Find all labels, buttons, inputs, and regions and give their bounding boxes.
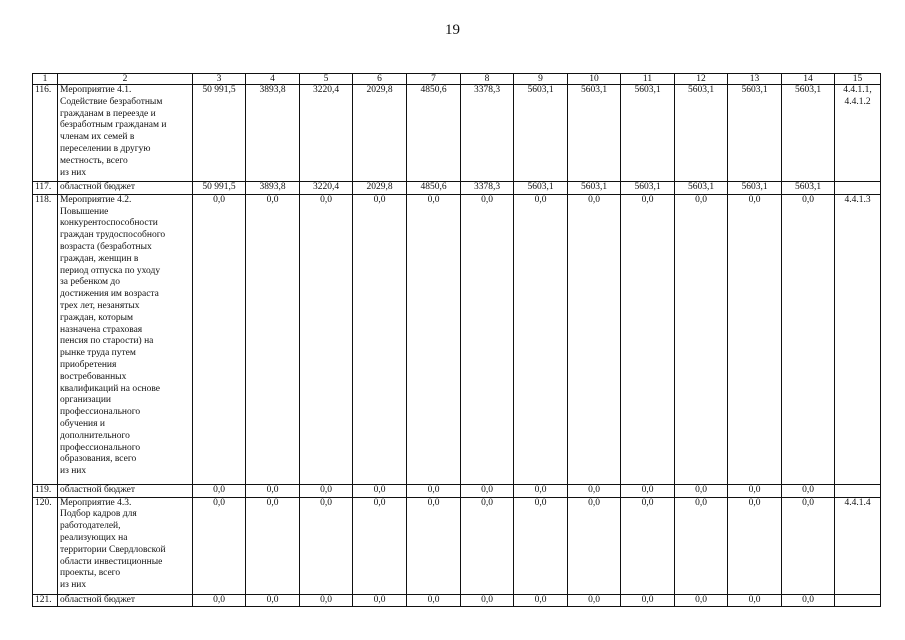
value-cell: 0,0 — [353, 594, 407, 607]
value-cell: 0,0 — [246, 194, 300, 484]
row-description — [58, 594, 193, 607]
value-cell: 5603,1 — [621, 85, 675, 182]
value-cell: 5603,1 — [675, 182, 728, 195]
description-line: Повышение — [60, 206, 109, 217]
value-cell: 0,0 — [728, 594, 782, 607]
table-row — [33, 497, 881, 594]
row-description — [58, 194, 193, 484]
description-line: областной бюджет — [60, 182, 136, 192]
description-line: территории Свердловской — [60, 544, 166, 555]
value-cell: 3378,3 — [461, 85, 514, 182]
description-line: граждан, женщин в — [60, 253, 139, 264]
value-cell: 0,0 — [621, 497, 675, 594]
row-description — [58, 182, 193, 195]
table-row — [33, 484, 881, 497]
value-cell: 0,0 — [728, 194, 782, 484]
value-cell: 0,0 — [514, 194, 568, 484]
value-cell: 0,0 — [193, 194, 246, 484]
description-line: граждан трудоспособного — [60, 230, 166, 241]
value-cell: 2029,8 — [353, 85, 407, 182]
value-cell: 0,0 — [246, 497, 300, 594]
value-cell: 0,0 — [407, 194, 461, 484]
budget-table — [32, 73, 881, 607]
column-header: 2 — [58, 74, 193, 85]
value-cell: 0,0 — [353, 484, 407, 497]
description-line: образования, всего — [60, 454, 137, 465]
target-ref-cell — [835, 497, 881, 594]
column-header: 1 — [33, 74, 58, 85]
value-cell: 0,0 — [782, 497, 835, 594]
value-cell: 5603,1 — [728, 85, 782, 182]
value-cell: 4850,6 — [407, 182, 461, 195]
value-cell: 5603,1 — [675, 85, 728, 182]
description-line: профессионального — [60, 407, 141, 418]
column-header: 10 — [568, 74, 621, 85]
row-number: 120. — [33, 497, 58, 594]
value-cell: 0,0 — [621, 594, 675, 607]
description-line: организации — [60, 395, 112, 406]
value-cell: 3220,4 — [300, 85, 353, 182]
value-cell: 0,0 — [514, 484, 568, 497]
value-cell: 5603,1 — [568, 182, 621, 195]
value-cell: 5603,1 — [514, 85, 568, 182]
value-cell: 5603,1 — [728, 182, 782, 195]
value-cell: 0,0 — [568, 594, 621, 607]
description-line: из них — [60, 466, 87, 477]
column-header: 11 — [621, 74, 675, 85]
description-line: Подбор кадров для — [60, 509, 137, 520]
value-cell: 3893,8 — [246, 85, 300, 182]
table-row — [33, 594, 881, 607]
row-number: 121. — [33, 594, 58, 607]
description-line: Содействие безработным — [60, 96, 163, 107]
target-ref-cell — [835, 182, 881, 195]
description-line: достижения им возраста — [60, 289, 159, 300]
description-line: обучения и — [60, 418, 105, 429]
column-header: 8 — [461, 74, 514, 85]
column-header: 9 — [514, 74, 568, 85]
target-ref: 4.4.1.4 — [844, 497, 871, 508]
column-header: 3 — [193, 74, 246, 85]
value-cell: 0,0 — [568, 497, 621, 594]
table-row — [33, 194, 881, 484]
description-line: пенсия по старости) на — [60, 336, 154, 347]
value-cell: 0,0 — [621, 194, 675, 484]
value-cell: 0,0 — [407, 484, 461, 497]
value-cell: 5603,1 — [782, 182, 835, 195]
description-line: гражданам в переезде и — [60, 108, 156, 119]
value-cell: 0,0 — [728, 484, 782, 497]
value-cell: 0,0 — [300, 484, 353, 497]
value-cell: 0,0 — [675, 484, 728, 497]
target-ref-cell — [835, 85, 881, 182]
value-cell: 0,0 — [300, 594, 353, 607]
description-line: проекты, всего — [60, 568, 121, 579]
column-header: 14 — [782, 74, 835, 85]
value-cell: 0,0 — [568, 194, 621, 484]
value-cell: 4850,6 — [407, 85, 461, 182]
description-line: профессионального — [60, 442, 141, 453]
value-cell: 3378,3 — [461, 182, 514, 195]
description-line: безработным гражданам и — [60, 120, 167, 131]
value-cell: 0,0 — [193, 484, 246, 497]
description-line: Мероприятие 4.3. — [60, 497, 132, 508]
row-number: 116. — [33, 85, 58, 182]
value-cell: 0,0 — [407, 594, 461, 607]
table-row — [33, 85, 881, 182]
value-cell: 3893,8 — [246, 182, 300, 195]
description-line: период отпуска по уходу — [60, 265, 161, 276]
value-cell: 0,0 — [728, 497, 782, 594]
value-cell: 0,0 — [193, 497, 246, 594]
description-line: трех лет, незанятых — [60, 300, 140, 311]
description-line: назначена страховая — [60, 324, 143, 335]
description-line: местность, всего — [60, 155, 128, 166]
description-line: рынке труда путем — [60, 348, 136, 359]
value-cell: 0,0 — [193, 594, 246, 607]
value-cell: 0,0 — [568, 484, 621, 497]
value-cell: 0,0 — [353, 194, 407, 484]
target-ref-cell — [835, 594, 881, 607]
column-header: 6 — [353, 74, 407, 85]
description-line: конкурентоспособности — [60, 218, 158, 229]
value-cell: 0,0 — [675, 497, 728, 594]
row-number: 118. — [33, 194, 58, 484]
value-cell: 0,0 — [461, 484, 514, 497]
value-cell: 5603,1 — [514, 182, 568, 195]
column-header: 7 — [407, 74, 461, 85]
value-cell: 3220,4 — [300, 182, 353, 195]
description-line: реализующих на — [60, 532, 128, 543]
value-cell: 0,0 — [246, 594, 300, 607]
description-line: возраста (безработных — [60, 241, 152, 252]
description-line: из них — [60, 580, 87, 591]
value-cell: 0,0 — [514, 497, 568, 594]
description-line: Мероприятие 4.2. — [60, 194, 132, 205]
target-ref-cell — [835, 484, 881, 497]
value-cell: 0,0 — [353, 497, 407, 594]
value-cell: 5603,1 — [568, 85, 621, 182]
value-cell: 2029,8 — [353, 182, 407, 195]
description-line: приобретения — [60, 359, 117, 370]
description-line: за ребенком до — [60, 277, 120, 288]
value-cell: 0,0 — [782, 194, 835, 484]
description-line: областной бюджет — [60, 594, 136, 605]
value-cell: 5603,1 — [782, 85, 835, 182]
value-cell: 50 991,5 — [193, 85, 246, 182]
target-ref: 4.4.1.1, — [843, 85, 872, 95]
value-cell: 0,0 — [246, 484, 300, 497]
header-row — [33, 74, 881, 85]
value-cell: 0,0 — [300, 194, 353, 484]
target-ref-cell — [835, 194, 881, 484]
value-cell: 0,0 — [407, 497, 461, 594]
row-number: 117. — [33, 182, 58, 195]
description-line: граждан, которым — [60, 312, 133, 323]
description-line: членам их семей в — [60, 132, 135, 143]
column-header: 15 — [835, 74, 881, 85]
value-cell: 50 991,5 — [193, 182, 246, 195]
description-line: работодателей, — [60, 521, 121, 532]
table-row — [33, 182, 881, 195]
value-cell: 0,0 — [461, 594, 514, 607]
column-header: 5 — [300, 74, 353, 85]
description-line: дополнительного — [60, 430, 130, 441]
row-number: 119. — [33, 484, 58, 497]
column-header: 13 — [728, 74, 782, 85]
description-line: Мероприятие 4.1. — [60, 85, 132, 95]
description-line: переселении в другую — [60, 143, 151, 154]
value-cell: 0,0 — [461, 194, 514, 484]
description-line: квалификаций на основе — [60, 383, 161, 394]
value-cell: 0,0 — [782, 594, 835, 607]
target-ref: 4.4.1.3 — [844, 194, 871, 205]
column-header: 12 — [675, 74, 728, 85]
value-cell: 0,0 — [461, 497, 514, 594]
column-header: 4 — [246, 74, 300, 85]
page-number: 19 — [445, 22, 460, 38]
value-cell: 5603,1 — [621, 182, 675, 195]
target-ref: 4.4.1.2 — [844, 96, 871, 107]
value-cell: 0,0 — [675, 594, 728, 607]
value-cell: 0,0 — [782, 484, 835, 497]
description-line: из них — [60, 167, 87, 178]
value-cell: 0,0 — [300, 497, 353, 594]
description-line: областной бюджет — [60, 484, 136, 495]
value-cell: 0,0 — [621, 484, 675, 497]
description-line: востребованных — [60, 371, 127, 382]
row-description — [58, 484, 193, 497]
row-description — [58, 85, 193, 182]
row-description — [58, 497, 193, 594]
value-cell: 0,0 — [514, 594, 568, 607]
table-body — [33, 74, 881, 607]
value-cell: 0,0 — [675, 194, 728, 484]
description-line: области инвестиционные — [60, 556, 163, 567]
